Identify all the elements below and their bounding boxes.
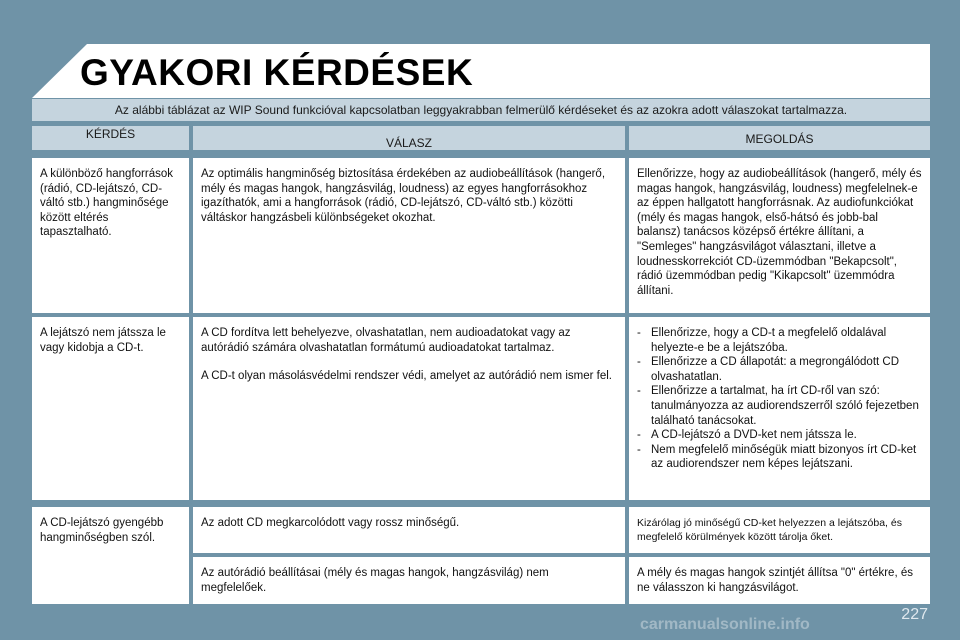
header-question-label: KÉRDÉS bbox=[85, 127, 136, 141]
page-title: GYAKORI KÉRDÉSEK bbox=[80, 52, 474, 93]
row2-solution bbox=[629, 317, 930, 500]
row2-answer bbox=[193, 317, 625, 500]
row2-answer-para1: A CD fordítva lett behelyezve, olvashatatlan, nem audioadatokat vagy az autórádió számára olvashatatlan formátumú audioadatokat tartalmaz. bbox=[201, 327, 571, 354]
row2-question-text: A lejátszó nem játssza le vagy kidobja a CD-t. bbox=[40, 327, 166, 354]
row3-solution bbox=[629, 507, 930, 553]
intro-text: Az alábbi táblázat az WIP Sound funkcióval kapcsolatban leggyakrabban felmerülő kérdéseket és az azokra adott válaszokat tartalmazza. bbox=[32, 99, 930, 121]
row3-question-text: A CD-lejátszó gyengébb hangminőségben szól. bbox=[40, 517, 164, 544]
list-item: - Ellenőrizze a CD állapotát: a megrongálódott CD olvashatatlan. bbox=[637, 355, 922, 384]
header-solution bbox=[629, 126, 930, 150]
row1-solution-text: Ellenőrizze, hogy az audiobeállítások (hangerő, mély és magas hangok, hangzásvilág, loudness) megfelelnek-e az éppen hallgatott hangforrásnak. Az audiofunkciókat (mély és magas hangok, első-hátsó és jobb-bal balansz) tanácsos középső értékre állítani, a "Semleges" hangzásvilágot választani, illetve a loudnesskorrekciót CD-üzemmódban "Bekapcsolt", rádió üzemmódban pedig "Kikapcsolt" üzemmódra állítani. bbox=[637, 168, 922, 297]
row2-solution-list bbox=[637, 326, 922, 472]
row3-answer-text: Az adott CD megkarcolódott vagy rossz minőségű. bbox=[201, 517, 460, 529]
header-answer-label: VÁLASZ bbox=[385, 136, 433, 150]
page-number: 227 bbox=[901, 606, 928, 623]
row1-answer bbox=[193, 158, 625, 313]
list-item: - Ellenőrizze a tartalmat, ha írt CD-ről van szó: tanulmányozza az audiorendszerről szóló fejezetben található tanácsokat. bbox=[637, 384, 922, 428]
row2-question bbox=[32, 317, 189, 500]
row1-answer-text: Az optimális hangminőség biztosítása érdekében az audiobeállítások (hangerő, mély és magas hangok, hangzásvilág, loudness) az egyes hangforrásokhoz igazíthatók, ami a hangforrások (rádió, CD-lejátszó, CD-váltó stb.) közötti váltáskor hangzásbeli különbségeket okozhat. bbox=[201, 168, 606, 224]
list-item: - A CD-lejátszó a DVD-ket nem játssza le. bbox=[637, 428, 922, 443]
row4-solution-text: A mély és magas hangok szintjét állítsa "0" értékre, és ne válasszon ki hangzásvilágot. bbox=[637, 567, 913, 594]
list-item: - Nem megfelelő minőségük miatt bizonyos írt CD-ket az audiorendszer nem képes lejátszani. bbox=[637, 443, 922, 472]
watermark: carmanualsonline.info bbox=[640, 616, 810, 633]
row4-solution bbox=[629, 557, 930, 604]
row1-solution bbox=[629, 158, 930, 313]
list-item: - Ellenőrizze, hogy a CD-t a megfelelő oldalával helyezte-e be a lejátszóba. bbox=[637, 326, 922, 355]
row1-question bbox=[32, 158, 189, 313]
row1-question-text: A különböző hangforrások (rádió, CD-lejátszó, CD-váltó stb.) hangminősége között eltérés tapasztalható. bbox=[40, 168, 173, 239]
row3-answer bbox=[193, 507, 625, 553]
row4-answer bbox=[193, 557, 625, 604]
row2-answer-para2: A CD-t olyan másolásvédelmi rendszer védi, amelyet az autórádió nem ismer fel. bbox=[201, 370, 612, 383]
row4-answer-text: Az autórádió beállításai (mély és magas hangok, hangzásvilág) nem megfelelőek. bbox=[201, 567, 549, 594]
header-answer bbox=[193, 126, 625, 150]
row3-question bbox=[32, 507, 189, 604]
header-question bbox=[32, 126, 189, 150]
header-solution-label: MEGOLDÁS bbox=[745, 132, 814, 146]
row3-solution-text: Kizárólag jó minőségű CD-ket helyezzen a lejátszóba, és megfelelő körülmények között tárolja őket. bbox=[637, 517, 902, 543]
